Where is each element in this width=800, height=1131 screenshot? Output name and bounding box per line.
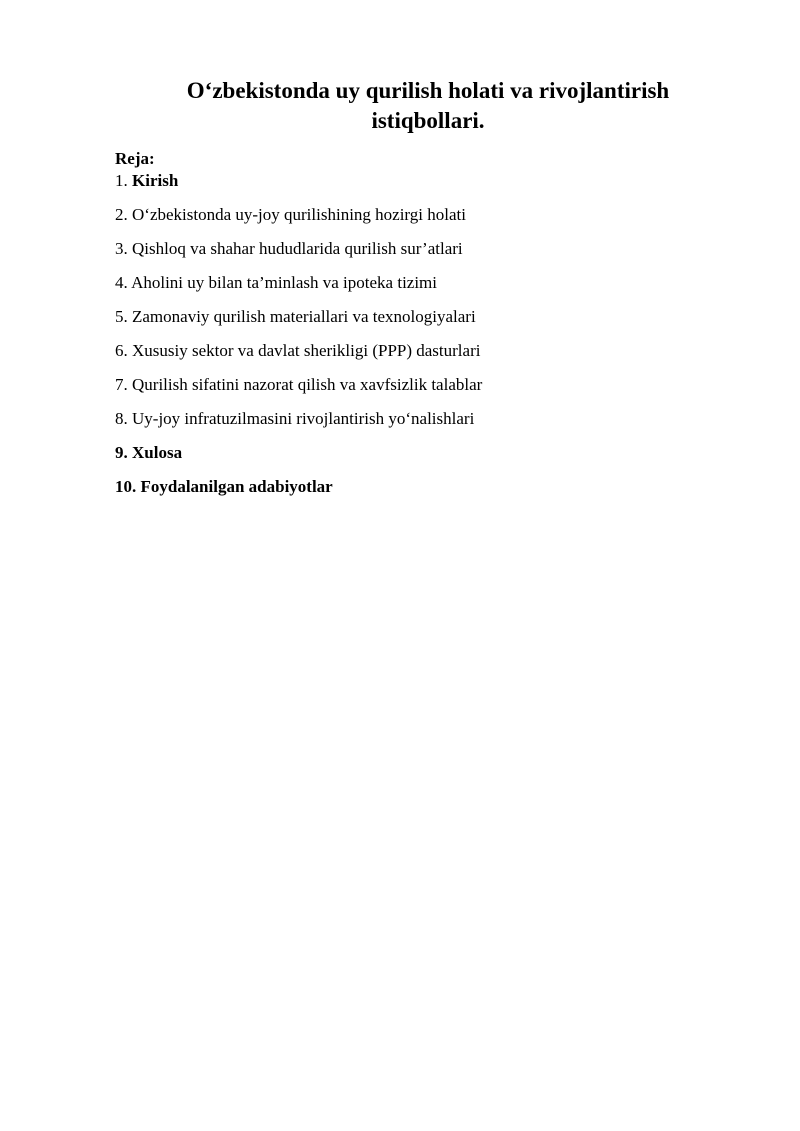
toc-item-1 [115,170,482,192]
toc-item-text: O‘zbekistonda uy-joy qurilishining hozirgi holati [132,205,466,224]
toc-item-text: Foydalanilgan adabiyotlar [140,477,333,496]
toc-item-number: 6. [115,341,128,360]
toc-item-number: 10. [115,477,137,496]
toc-item-text: Xususiy sektor va davlat sherikligi (PPP) dasturlari [132,341,481,360]
toc-item-text: Aholini uy bilan ta’minlash va ipoteka tizimi [131,273,438,292]
toc-item-number: 4. [115,273,128,292]
toc-item-number: 7. [115,375,128,394]
toc-item-8 [115,408,482,430]
toc-item-number: 1. [115,171,128,190]
toc-item-text: Zamonaviy qurilish materiallari va texnologiyalari [132,307,476,326]
toc-item-10 [115,476,482,498]
toc-item-7 [115,374,482,396]
toc-item-2 [115,204,482,226]
toc-item-text: Kirish [132,171,179,190]
toc-item-number: 2. [115,205,128,224]
toc-item-text: Qurilish sifatini nazorat qilish va xavfsizlik talablar [132,375,483,394]
toc-item-number: 5. [115,307,128,326]
toc-item-number: 8. [115,409,128,428]
document-title: O‘zbekistonda uy qurilish holati va rivojlantirish istiqbollari. [186,78,670,133]
toc-item-5 [115,306,482,328]
toc-item-9 [115,442,482,464]
toc-item-number: 9. [115,443,128,462]
toc-item-text: Xulosa [132,443,183,462]
toc-item-6 [115,340,482,362]
toc-item-text: Uy-joy infratuzilmasini rivojlantirish yo‘nalishlari [132,409,475,428]
plan-label: Reja: [115,149,155,168]
toc-item-number: 3. [115,239,128,258]
toc-item-3 [115,238,482,260]
toc-item-4 [115,272,482,294]
table-of-contents [115,170,482,498]
toc-item-text: Qishloq va shahar hududlarida qurilish sur’atlari [132,239,463,258]
